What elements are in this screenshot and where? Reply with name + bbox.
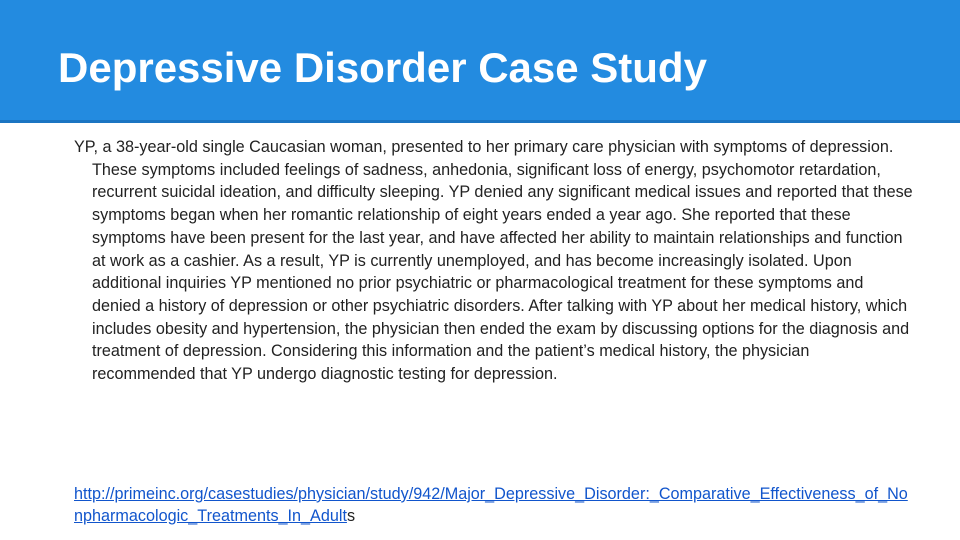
- source-link[interactable]: http://primeinc.org/casestudies/physician/study/942/Major_Depressive_Disorder:_Comparative_Effectiveness_of_Nonpharmacologic_Treatments_In_Adult: [74, 485, 908, 525]
- title-bar: [0, 0, 960, 123]
- case-study-text: YP, a 38-year-old single Caucasian woman, presented to her primary care physician with symptoms of depression. These symptoms included feelings of sadness, anhedonia, significant loss of energy, psychomotor retardation, recurrent suicidal ideation, and difficulty sleeping. YP denied any significant medical issues and reported that these symptoms began when her romantic relationship of eight years ended a year ago. She reported that these symptoms have been present for the last year, and have affected her ability to maintain relationships and function at work as a cashier. As a result, YP is currently unemployed, and has become increasingly isolated. Upon additional inquiries YP mentioned no prior psychiatric or pharmacological treatment for these symptoms and denied a history of depression or other psychiatric disorders. After talking with YP about her medical history, which includes obesity and hypertension, the physician then ended the exam by discussing options for the diagnosis and treatment of depression. Considering this information and the patient’s medical history, the physician recommended that YP undergo diagnostic testing for depression.: [74, 138, 913, 384]
- source-link-suffix: s: [346, 507, 356, 525]
- source-citation: [74, 483, 914, 527]
- slide-title: Depressive Disorder Case Study: [58, 44, 707, 91]
